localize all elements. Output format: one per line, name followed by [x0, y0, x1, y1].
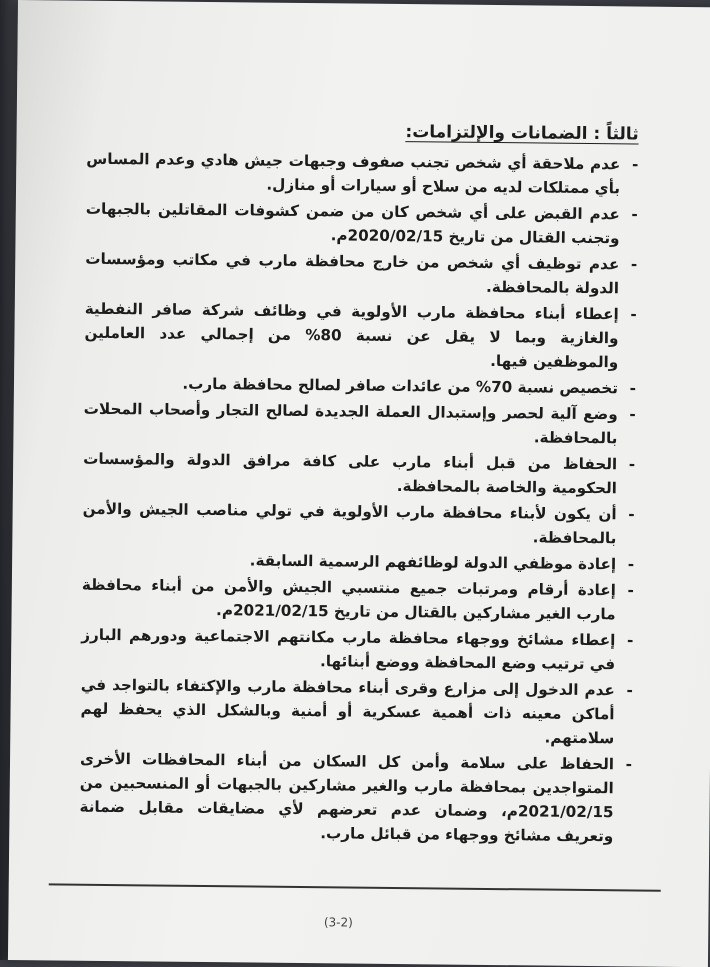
list-item [82, 573, 634, 627]
page-number: (3-2) [323, 915, 353, 930]
bullet-dash: - [631, 205, 638, 224]
item-text: عدم توظيف أي شخص من خارج محافظة مارب في مكاتب ومؤسسات الدولة بالمحافظة. [85, 249, 620, 298]
bullet-dash: - [630, 255, 638, 274]
list-item [85, 247, 637, 301]
list-item [85, 197, 637, 251]
footer-divider [49, 883, 661, 891]
bullet-dash: - [627, 555, 635, 574]
item-text: عدم الدخول إلى مزارع وقرى أبناء محافظة مارب والإكتفاء بالتواجد في أماكن معينه ذات أهمية عسكرية أو أمنية وبالشكل الذي يحفظ لهم سلامتهم. [80, 675, 615, 748]
item-text: وضع آلية لحصر وإستبدال العملة الجديدة لصالح التجار وأصحاب المحلات بالمحافظة. [83, 399, 618, 448]
item-text: عدم القبض على أي شخص كان من ضمن كشوفات المقاتلين بالجبهات وتجنب القتال من تاريخ 2020/02/15م. [85, 199, 620, 248]
document-page [8, 0, 710, 967]
list-item [81, 623, 633, 677]
list-item [82, 497, 634, 551]
bullet-dash: - [628, 505, 635, 524]
item-text: إعادة موظفي الدولة لوظائفهم الرسمية السابقة. [249, 551, 617, 574]
list-item [83, 397, 635, 451]
list-item [82, 547, 634, 577]
bullet-dash: - [626, 681, 633, 700]
bullet-dash: - [625, 755, 633, 774]
item-text: الحفاظ من قبل أبناء مارب على كافة مرافق الدولة والمؤسسات الحكومية والخاصة بالمحافظة. [83, 449, 618, 498]
list-item [86, 147, 638, 201]
bullet-dash: - [629, 405, 636, 424]
item-text: إعادة أرقام ومرتبات جميع منتسبي الجيش والأمن من أبناء محافظة مارب الغير مشاركين بالقتال من تاريخ 2021/02/15م. [81, 575, 616, 624]
list-item [83, 447, 635, 501]
item-text: إعطاء مشائخ ووجهاء محافظة مارب مكانتهم الاجتماعية ودورهم البارز في ترتيب وضع المحافظة ووضع أبنائها. [81, 625, 616, 674]
bullet-dash: - [626, 631, 634, 650]
list-item [84, 297, 637, 375]
item-text: أن يكون لأبناء محافظة مارب الأولوية في تولي مناصب الجيش والأمن بالمحافظة. [82, 499, 617, 548]
list-item [79, 747, 632, 849]
bullet-dash: - [627, 581, 634, 600]
bullet-dash: - [629, 379, 637, 398]
list-item [84, 371, 636, 401]
list-item [80, 673, 633, 751]
commitments-list [79, 147, 638, 849]
bullet-dash: - [630, 305, 637, 324]
bullet-dash: - [631, 155, 639, 174]
item-text: إعطاء أبناء محافظة مارب الأولوية في وظائف شركة صافر النفطية والغازية وبما لا يقل عن نسبة 80% من إجمالي عدد العاملين والموظفين فيها. [84, 299, 619, 372]
document-body [79, 119, 639, 851]
bullet-dash: - [628, 455, 636, 474]
item-text: الحفاظ على سلامة وأمن كل السكان من أبناء المحافظات الأخرى المتواجدين بمحافظة مارب والغير مشاركين بالجبهات أو المنسحبين من 2021/02/15م، وضمان عدم تعرضهم لأي مضايقات مقابل ضمانة وتعريف مشائخ ووجهاء من قبائل مارب. [79, 749, 615, 846]
section-heading: ثالثاً : الضمانات والإلتزامات: [405, 122, 639, 145]
item-text: عدم ملاحقة أي شخص تجنب صفوف وجبهات جيش هادي وعدم المساس بأي ممتلكات لديه من سلاح أو سيارات أو منازل. [86, 149, 621, 198]
item-text: تخصيص نسبة 70% من عائدات صافر لصالح محافظة مارب. [182, 374, 619, 398]
